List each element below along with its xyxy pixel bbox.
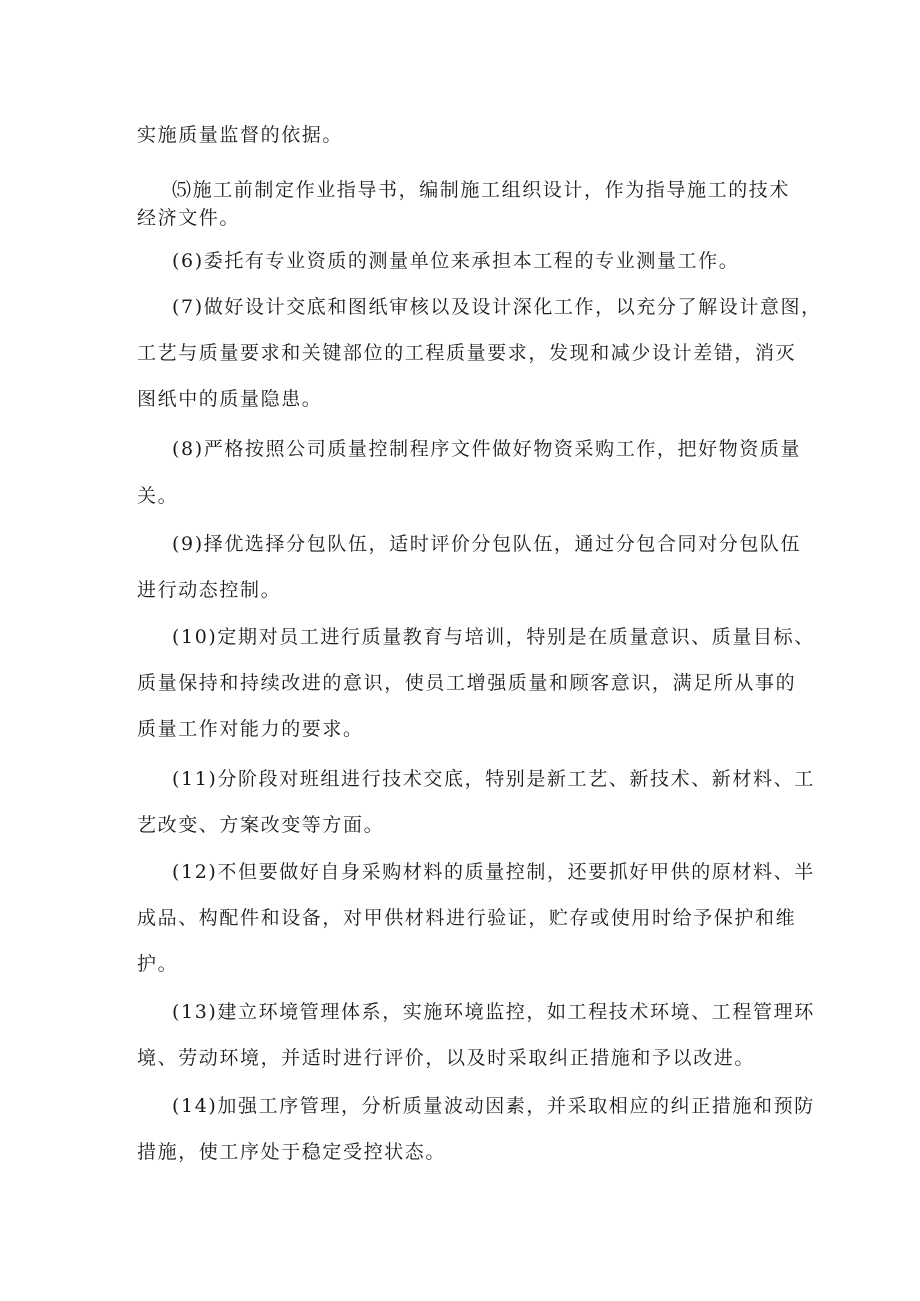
text-line: 质量保持和持续改进的意识，使员工增强质量和顾客意识，满足所从事的: [137, 672, 797, 694]
text-line: (6)委托有专业资质的测量单位来承担本工程的专业测量工作。: [172, 250, 740, 272]
text-line: (13)建立环境管理体系，实施环境监控，如工程技术环境、工程管理环: [172, 1001, 815, 1023]
text-line: 质量工作对能力的要求。: [137, 718, 364, 740]
text-line: (14)加强工序管理，分析质量波动因素，并采取相应的纠正措施和预防: [172, 1095, 815, 1117]
text-line: 关。: [137, 485, 179, 507]
text-line: (8)严格按照公司质量控制程序文件做好物资采购工作，把好物资质量: [172, 438, 802, 460]
text-line: 措施，使工序处于稳定受控状态。: [137, 1141, 447, 1163]
text-line: 护。: [137, 953, 179, 975]
text-line: (7)做好设计交底和图纸审核以及设计深化工作，以充分了解设计意图，: [172, 296, 822, 318]
text-line: (10)定期对员工进行质量教育与培训，特别是在质量意识、质量目标、: [172, 626, 815, 648]
text-line: 成品、构配件和设备，对甲供材料进行验证，贮存或使用时给予保护和维: [137, 907, 797, 929]
text-line: 进行动态控制。: [137, 579, 282, 601]
text-line: (11)分阶段对班组进行技术交底，特别是新工艺、新技术、新材料、工: [172, 768, 815, 790]
text-line: 图纸中的质量隐患。: [137, 388, 323, 410]
text-line: 工艺与质量要求和关键部位的工程质量要求，发现和减少设计差错，消灭: [137, 342, 797, 364]
text-line: 实施质量监督的依据。: [137, 124, 344, 146]
text-line: ⑸施工前制定作业指导书，编制施工组织设计，作为指导施工的技术: [172, 179, 791, 201]
text-line: (9)择优选择分包队伍，适时评价分包队伍，通过分包合同对分包队伍: [172, 533, 802, 555]
text-line: 境、劳动环境，并适时进行评价，以及时采取纠正措施和予以改进。: [137, 1047, 756, 1069]
text-line: (12)不但要做好自身采购材料的质量控制，还要抓好甲供的原材料、半: [172, 861, 815, 883]
text-line: 经济文件。: [137, 207, 241, 229]
text-line: 艺改变、方案改变等方面。: [137, 814, 385, 836]
